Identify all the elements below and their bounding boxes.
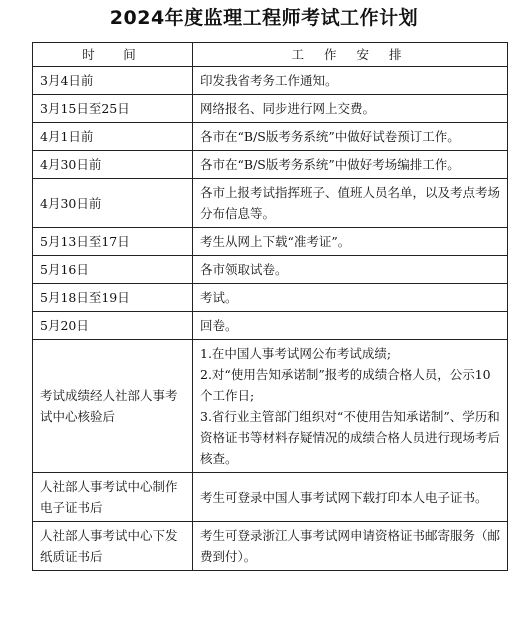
table-body: [33, 67, 508, 571]
schedule-table: [32, 42, 508, 571]
row-time: 5月20日: [33, 312, 193, 340]
row-task: [193, 473, 508, 522]
row-time: 5月16日: [33, 256, 193, 284]
row-time: 5月18日至19日: [33, 284, 193, 312]
task-line: 回卷。: [200, 318, 238, 333]
table-row: [33, 312, 508, 340]
task-line: 1.在中国人事考试网公布考试成绩;: [200, 346, 392, 361]
row-task: [193, 67, 508, 95]
task-line: 考生可登录中国人事考试网下载打印本人电子证书。: [200, 489, 488, 505]
row-time: 3月15日至25日: [33, 95, 193, 123]
page-title: 2024年度监理工程师考试工作计划: [109, 7, 419, 29]
row-task: [193, 228, 508, 256]
row-time: 人社部人事考试中心下发纸质证书后: [33, 522, 193, 571]
row-task: [193, 123, 508, 151]
table-row: [33, 179, 508, 228]
row-task: [193, 151, 508, 179]
task-line: 各市在“B/S版考务系统”中做好考场编排工作。: [200, 157, 460, 172]
table-header-row: [33, 43, 508, 67]
row-task: [193, 522, 508, 571]
table-row: [33, 67, 508, 95]
table-row: [33, 522, 508, 571]
task-line: 网络报名、同步进行网上交费。: [200, 101, 376, 116]
row-time: 4月30日前: [33, 151, 193, 179]
table-row: [33, 284, 508, 312]
table-row: [33, 228, 508, 256]
table-row: [33, 95, 508, 123]
row-task: [193, 340, 508, 473]
task-line: 考生可登录浙江人事考试网申请资格证书邮寄服务（邮费到付）。: [200, 528, 501, 564]
task-line: 3.省行业主管部门组织对“不使用告知承诺制”、学历和资格证书等材料存疑情况的成绩合格人员进行现场考后核查。: [200, 409, 501, 466]
table-row: [33, 151, 508, 179]
row-time: 考试成绩经人社部人事考试中心核验后: [33, 340, 193, 473]
row-time: 4月30日前: [33, 179, 193, 228]
task-line: 考试。: [200, 290, 238, 305]
task-line: 印发我省考务工作通知。: [200, 73, 338, 88]
task-line: 考生从网上下载“准考证”。: [200, 234, 351, 249]
table-row: [33, 123, 508, 151]
task-line: 各市上报考试指挥班子、值班人员名单，以及考点考场分布信息等。: [200, 185, 501, 221]
header-time: 时 间: [33, 43, 193, 67]
row-task: [193, 95, 508, 123]
table-row: [33, 340, 508, 473]
row-time: 4月1日前: [33, 123, 193, 151]
row-time: 3月4日前: [33, 67, 193, 95]
row-task: [193, 312, 508, 340]
row-time: 5月13日至17日: [33, 228, 193, 256]
row-task: [193, 256, 508, 284]
table-row: [33, 256, 508, 284]
table-row: [33, 473, 508, 522]
row-task: [193, 179, 508, 228]
row-time: 人社部人事考试中心制作电子证书后: [33, 473, 193, 522]
row-task: [193, 284, 508, 312]
task-line: 2.对“使用告知承诺制”报考的成绩合格人员，公示10个工作日;: [200, 367, 491, 403]
task-line: 各市在“B/S版考务系统”中做好试卷预订工作。: [200, 129, 460, 144]
task-line: 各市领取试卷。: [200, 262, 288, 277]
header-task: 工 作 安 排: [193, 43, 508, 67]
